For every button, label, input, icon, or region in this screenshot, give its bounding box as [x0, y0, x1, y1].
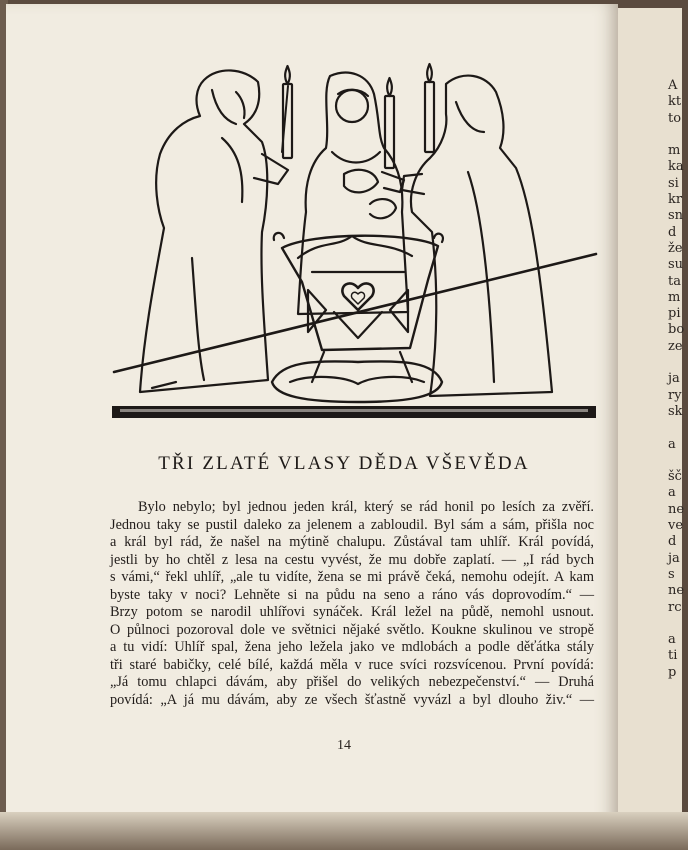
- facing-page-fragment: ja: [668, 371, 680, 387]
- facing-page-fragment: a: [668, 436, 676, 452]
- paragraph-line: Jednou taky se pustil daleko za jelenem a zabloudil. Byl sám a sám, přišla noc: [110, 516, 594, 533]
- facing-page-fragment: že: [668, 240, 683, 256]
- paragraph-line: tři staré babičky, celé bílé, každá měla v ruce svíci rozsvícenou. První povídá:: [110, 656, 594, 673]
- facing-page-fragment: A: [668, 78, 678, 93]
- paragraph-line: „Já tomu chlapci dávám, aby přišel do velikých nebezpečenství.“ — Druhá: [110, 674, 594, 690]
- paragraph-line: jestli by ho chtěl z lesa na cestu vyvést, že mu dobře zaplatí. — „I rád bych: [110, 551, 594, 568]
- facing-page-fragment: to: [668, 110, 682, 126]
- facing-page-fragment: ne: [668, 583, 685, 599]
- facing-page-fragment: sn: [668, 208, 684, 224]
- paragraph-line: a král byl rád, že našel na mýtině chalupu. Zůstával tam uhlíř. Král povídá,: [110, 534, 594, 550]
- facing-page-fragment: ne: [668, 501, 685, 517]
- facing-page-fragment: ta: [668, 273, 681, 289]
- facing-page-text-fragments: [668, 78, 688, 681]
- facing-page-fragment: rc: [668, 599, 682, 615]
- facing-page-fragment: su: [668, 257, 684, 273]
- facing-page-fragment: [668, 355, 688, 371]
- page-number: 14: [337, 738, 351, 753]
- facing-page-fragment: ti: [668, 648, 678, 664]
- story-title: TŘI ZLATÉ VLASY DĚDA VŠEVĚDA: [158, 453, 530, 474]
- facing-page-fragment: p: [668, 664, 677, 680]
- facing-page-fragment: [668, 127, 688, 143]
- facing-page-fragment: a: [668, 632, 676, 648]
- facing-page-fragment: pi: [668, 306, 681, 322]
- facing-page-fragment: s: [668, 566, 675, 582]
- illustration-three-fates-cradle: [112, 62, 596, 424]
- facing-page-fragment: ry: [668, 387, 682, 403]
- facing-page-fragment: a: [668, 485, 676, 501]
- facing-page-fragment: ja: [668, 550, 680, 566]
- facing-page: [618, 8, 685, 838]
- facing-page-fragment: ka: [668, 159, 684, 175]
- facing-page-fragment: m: [668, 289, 681, 305]
- facing-page-fragment: šč: [668, 469, 682, 485]
- facing-page-fragment: d: [668, 224, 677, 240]
- paragraph-line: Brzy potom se narodil uhlířovi synáček. Král ležel na půdě, nemohl usnout.: [110, 604, 594, 620]
- paragraph-line: a tu vidí: Uhlíř spal, žena jeho ležela jako ve mdlobách a podle děťátka stály: [110, 639, 594, 655]
- facing-page-fragment: si: [668, 175, 679, 191]
- facing-page-fragment: m: [668, 143, 681, 159]
- paragraph-line: s vámi,“ řekl uhlíř, „ale tu vidíte, žena se mi právě čeká, nemohu odejít. A kam: [110, 569, 594, 585]
- facing-page-fragment: bo: [668, 322, 685, 338]
- paragraph-line: Bylo nebylo; byl jednou jeden král, který se rád honil po lesích za zvěří.: [138, 499, 594, 515]
- facing-page-fragment: d: [668, 534, 677, 550]
- book-bottom-shadow: [0, 812, 688, 850]
- facing-page-fragment: [668, 616, 688, 632]
- facing-page-fragment: ve: [668, 518, 684, 534]
- facing-page-fragment: kr: [668, 192, 683, 208]
- paragraph-line: povídá: „A já mu dávám, aby ze všech šťastně vyvázl a byl dlouho živ.“ —: [110, 691, 594, 708]
- paragraph-line: O půlnoci pozoroval dole ve světnici nějaké světlo. Koukne skulinou ve stropě: [110, 621, 594, 638]
- facing-page-fragment: ze: [668, 338, 683, 354]
- story-paragraph: [110, 499, 594, 709]
- facing-page-fragment: kt: [668, 94, 682, 110]
- paragraph-line: byste taky v noci? Lehněte si na půdu na seno a ráno vás doprovodím.“ —: [110, 586, 594, 603]
- facing-page-fragment: sk: [668, 403, 683, 419]
- facing-page-fragment: [668, 420, 688, 436]
